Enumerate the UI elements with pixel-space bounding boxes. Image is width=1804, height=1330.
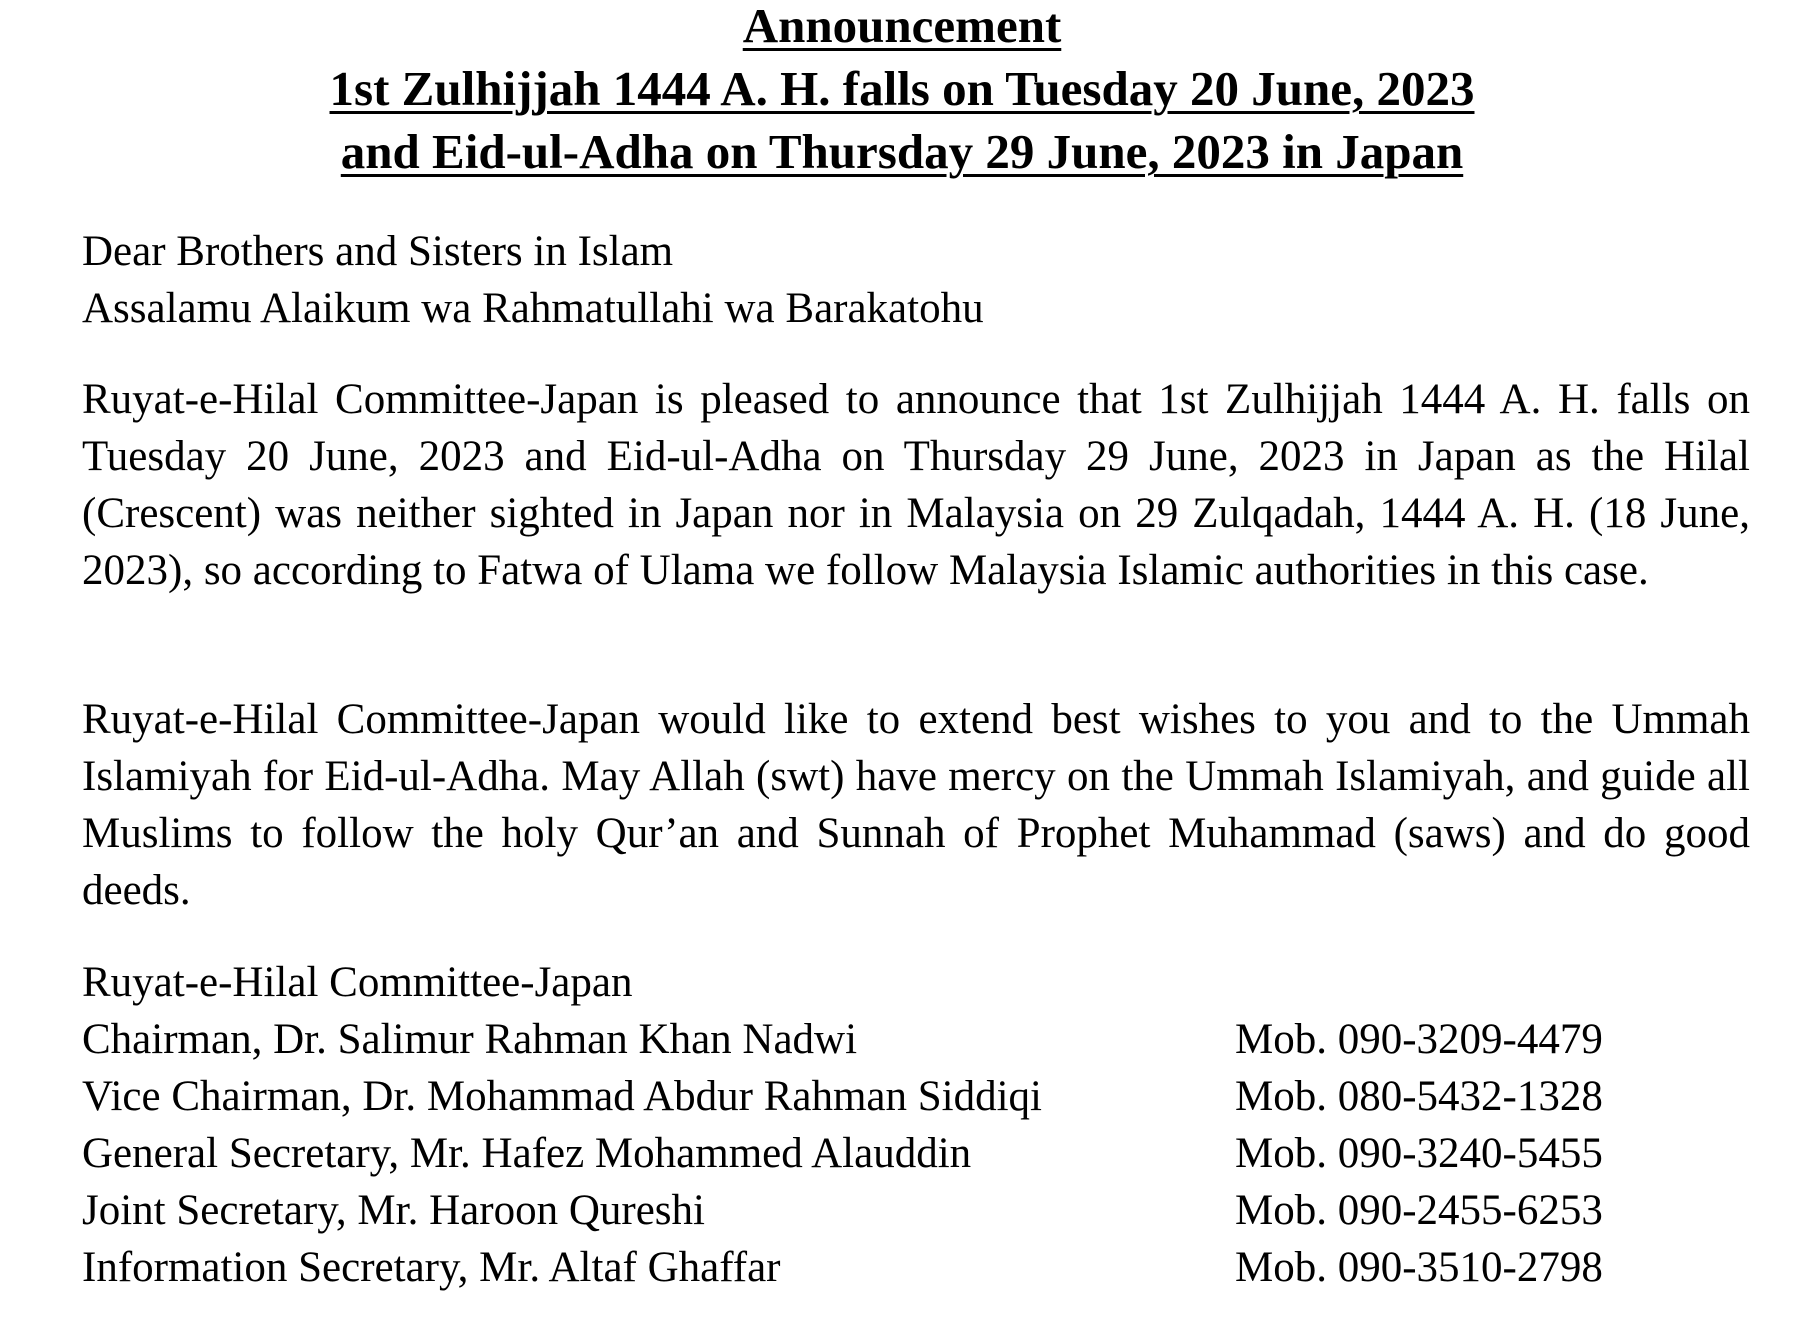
heading-eid-date: and Eid-ul-Adha on Thursday 29 June, 2023 in Japan (340, 124, 1464, 179)
member-row-information-secretary (82, 1239, 1750, 1296)
member-mobile: Mob. 090-2455-6253 (1235, 1187, 1603, 1234)
member-row-general-secretary (82, 1125, 1750, 1182)
wishes-paragraph: Ruyat-e-Hilal Committee-Japan would like to extend best wishes to you and to the Ummah Islamiyah for Eid-ul-Adha. May Allah (swt) have mercy on the Ummah Islamiyah, and guide all Muslims to follow the holy Qur’an and Sunnah of Prophet Muhammad (saws) and do good deeds. (82, 696, 1750, 914)
member-mobile: Mob. 090-3510-2798 (1235, 1244, 1603, 1291)
member-row-vice-chairman (82, 1068, 1750, 1125)
heading-zulhijjah-date: 1st Zulhijjah 1444 A. H. falls on Tuesday 20 June, 2023 (329, 61, 1475, 116)
member-row-joint-secretary (82, 1182, 1750, 1239)
member-row-chairman (82, 1011, 1750, 1068)
greeting-line-2: Assalamu Alaikum wa Rahmatullahi wa Barakatohu (82, 285, 984, 332)
announcement-paragraph: Ruyat-e-Hilal Committee-Japan is pleased to announce that 1st Zulhijjah 1444 A. H. falls on Tuesday 20 June, 2023 and Eid-ul-Adha on Thursday 29 June, 2023 in Japan as the Hilal (Crescent) was neither sighted in Japan nor in Malaysia on 29 Zulqadah, 1444 A. H. (18 June, 2023), so according to Fatwa of Ulama we follow Malaysia Islamic authorities in this case. (82, 376, 1750, 594)
member-mobile: Mob. 080-5432-1328 (1235, 1073, 1603, 1120)
member-mobile: Mob. 090-3209-4479 (1235, 1016, 1603, 1063)
greeting (82, 223, 1750, 337)
member-role: Joint Secretary, Mr. Haroon Qureshi (82, 1187, 705, 1234)
greeting-line-1: Dear Brothers and Sisters in Islam (82, 228, 674, 275)
member-role: Information Secretary, Mr. Altaf Ghaffar (82, 1244, 781, 1291)
signature-block (82, 954, 1750, 1296)
announcement-heading (0, 0, 1804, 183)
member-role: Vice Chairman, Dr. Mohammad Abdur Rahman Siddiqi (82, 1073, 1043, 1120)
member-mobile: Mob. 090-3240-5455 (1235, 1130, 1603, 1177)
member-role: Chairman, Dr. Salimur Rahman Khan Nadwi (82, 1016, 858, 1063)
signature-org: Ruyat-e-Hilal Committee-Japan (82, 959, 633, 1006)
heading-title: Announcement (742, 0, 1062, 53)
member-role: General Secretary, Mr. Hafez Mohammed Alauddin (82, 1130, 972, 1177)
